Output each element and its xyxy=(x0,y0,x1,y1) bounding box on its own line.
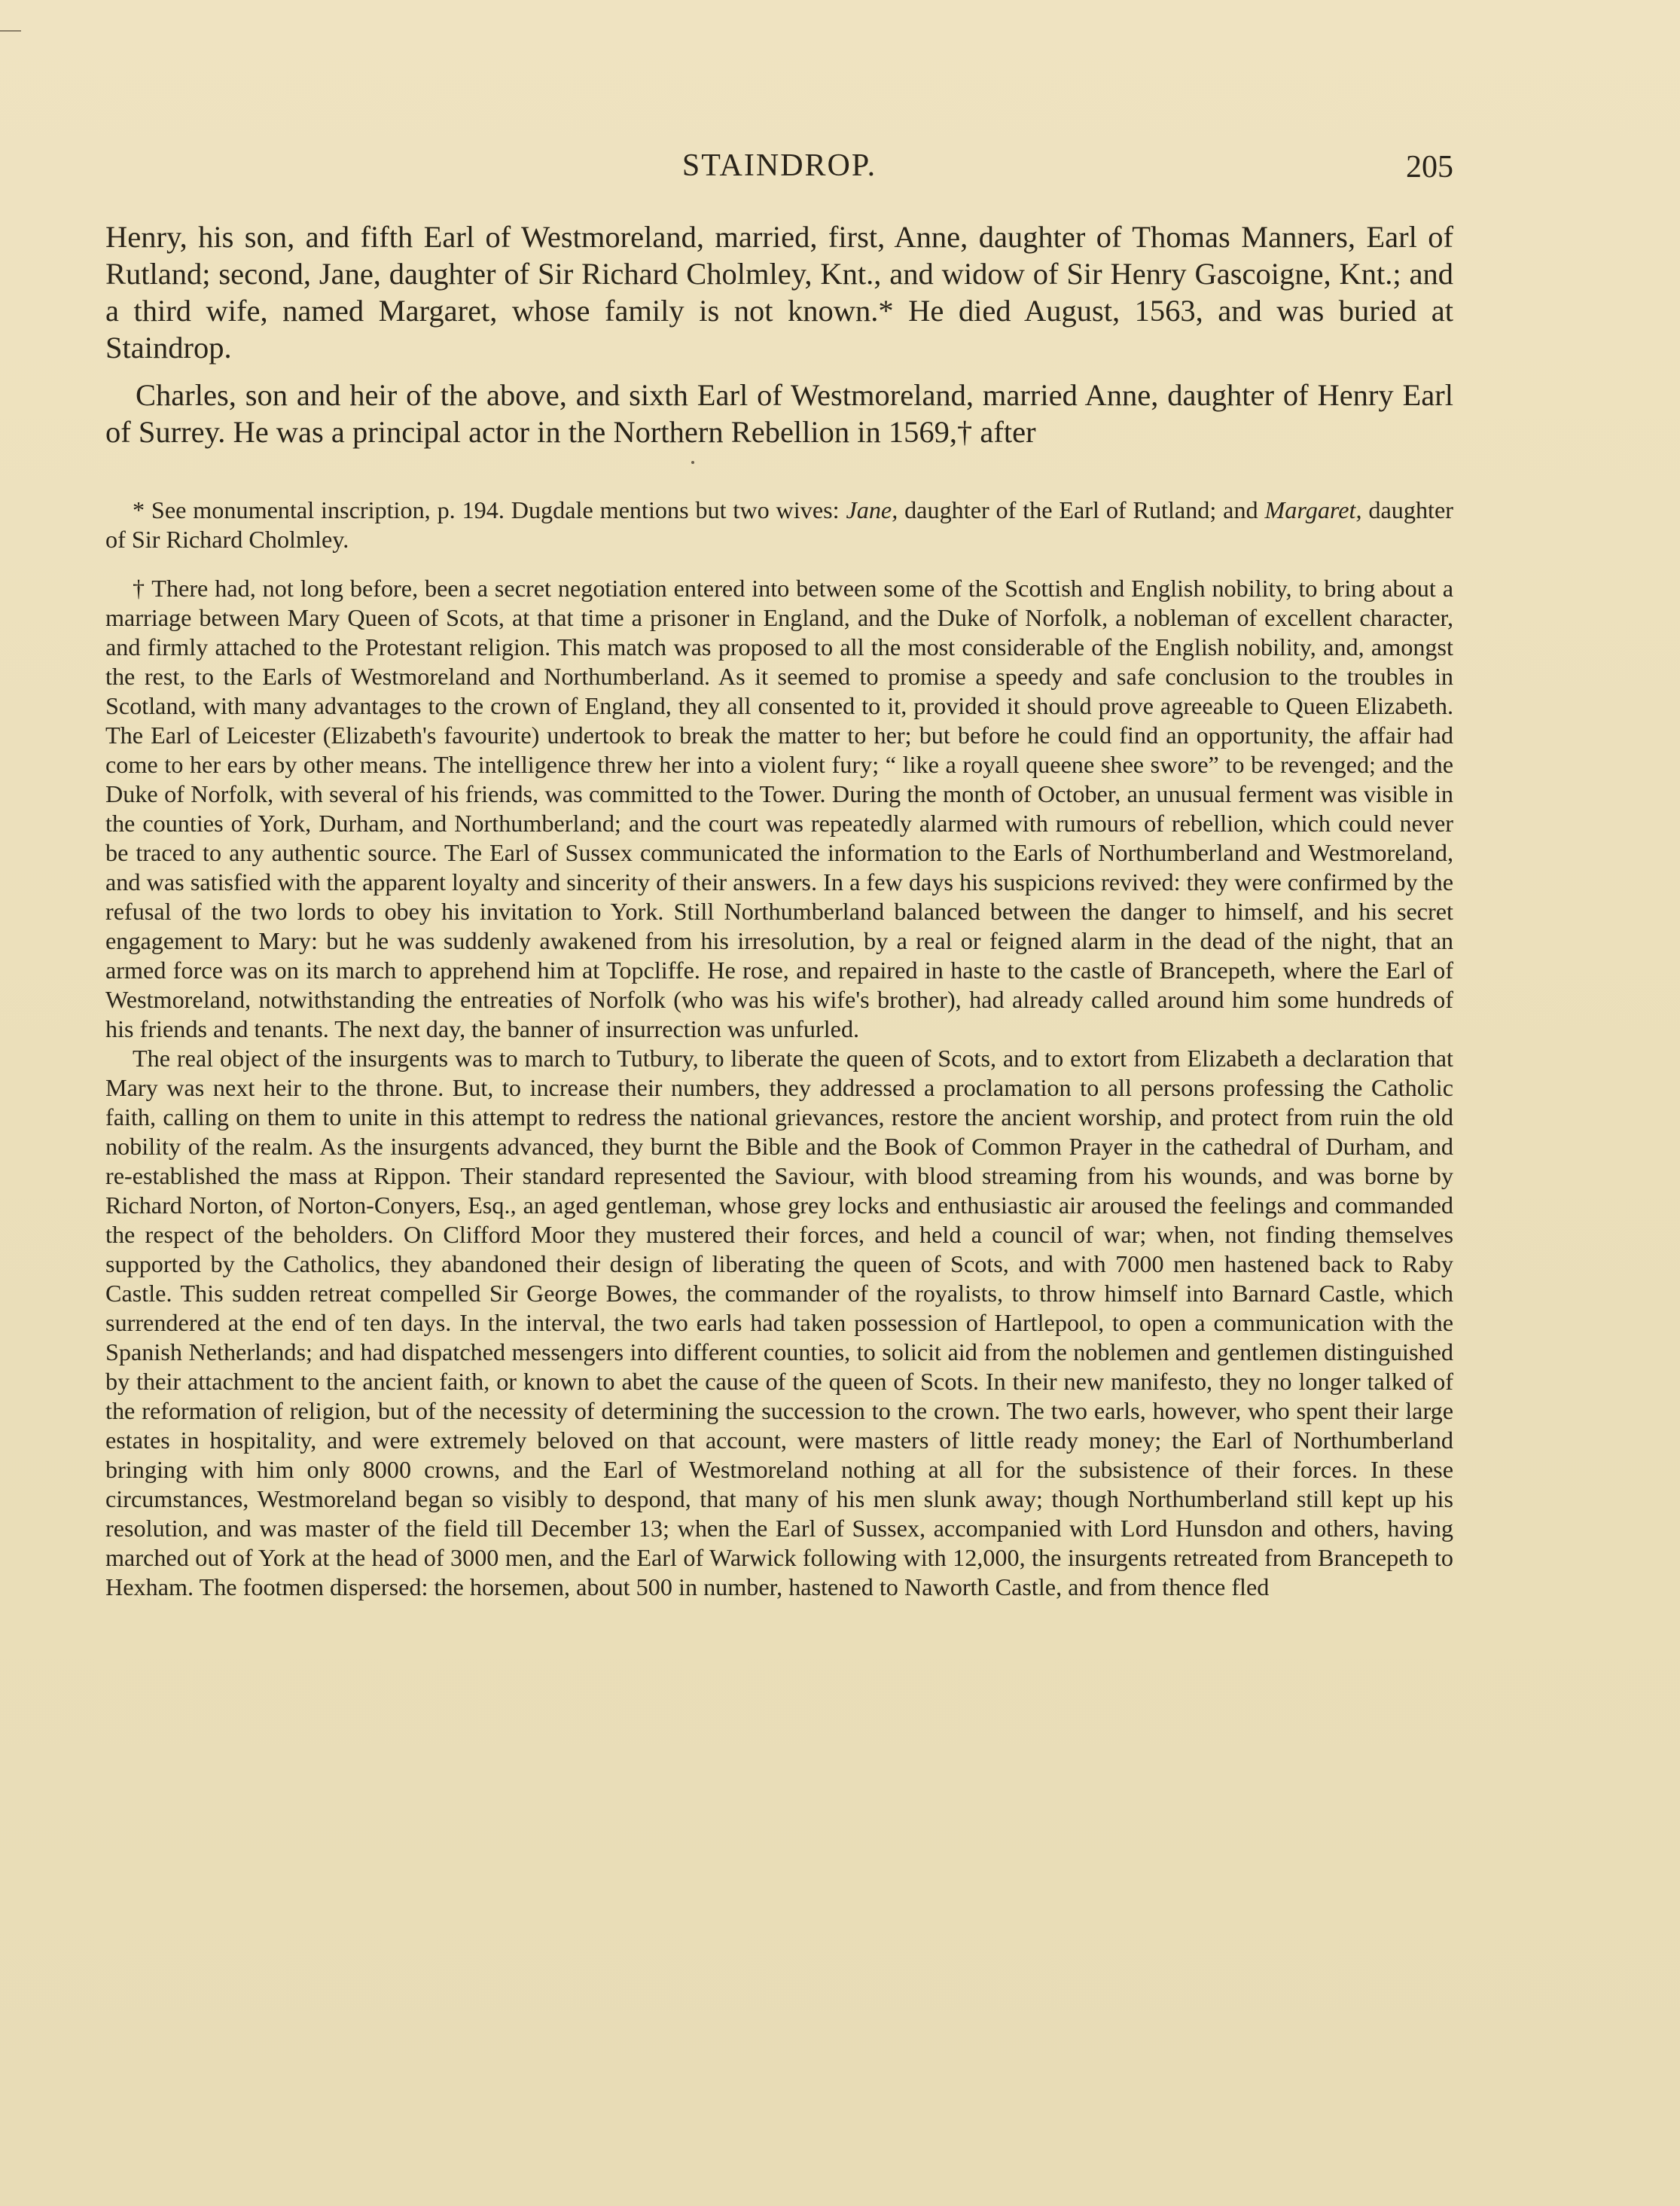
main-paragraph: Charles, son and heir of the above, and sixth Earl of Westmoreland, married Anne, daughter of Henry Earl of Surrey. He was a principal actor in the Northern Rebellion in 1569,† after xyxy=(105,378,1453,449)
footnote-name: Jane, xyxy=(846,496,898,523)
footnote-text: daughter of Sir Richard Cholmley. xyxy=(105,496,1453,553)
footnote-2-continued: The real object of the insurgents was to march to Tutbury, to liberate the queen of Scots, and to extort from Elizabeth a declaration that Mary was next heir to the throne. But, to increase their numbers, they addressed a proclamation to all persons professing the Catholic faith, calling on them to unite in this attempt to redress the national grievances, restore the ancient worship, and protect from ruin the old nobility of the realm. As the insurgents advanced, they burnt the Bible and the Book of Common Prayer in the cathedral of Durham, and re-established the mass at Rippon. Their standard represented the Saviour, with blood streaming from his wounds, and was borne by Richard Norton, of Norton-Conyers, Esq., an aged gentleman, whose grey locks and enthusiastic air aroused the feelings and commanded the respect of the beholders. On Clifford Moor they mustered their forces, and held a council of war; when, not finding themselves supported by the Catholics, they abandoned their design of liberating the queen of Scots, and with 7000 men hastened back to Raby Castle. This sudden retreat compelled Sir George Bowes, the commander of the royalists, to throw himself into Barnard Castle, which surrendered at the end of ten days. In the interval, the two earls had taken possession of Hartlepool, to open a communication with the Spanish Netherlands; and had dispatched messengers into different counties, to solicit aid from the noblemen and gentlemen distinguished by their attachment to the ancient faith, or known to abet the cause of the queen of Scots. In their new manifesto, they no longer talked of the reformation of religion, but of the necessity of determining the succession to the crown. The two earls, however, who spent their large estates in hospitality, and were extremely beloved on that account, were masters of little ready money; the Earl of Northumberland bringing with him only 8000 crowns, and the Earl of Westmoreland nothing at all for the subsistence of their forces. In these circumstances, Westmoreland began so visibly to despond, that many of his men slunk away; though Northumberland still kept up his resolution, and was master of the field till December 13; when the Earl of Sussex, accompanied with Lord Hunsdon and others, having marched out of York at the head of 3000 men, and the Earl of Warwick following with 12,000, the insurgents retreated from Brancepeth to Hexham. The footmen dispersed: the horsemen, about 500 in number, hastened to Naworth Castle, and from thence fled xyxy=(105,1045,1453,1600)
page-edge-mark xyxy=(0,30,21,32)
main-text xyxy=(105,218,1453,461)
footnotes xyxy=(105,496,1453,1602)
main-paragraph: Henry, his son, and fifth Earl of Westmoreland, married, first, Anne, daughter of Thomas Manners, Earl of Rutland; second, Jane, daughter of Sir Richard Cholmley, Knt., and widow of Sir Henry Gascoigne, Knt.; and a third wife, named Margaret, whose family is not known.* He died August, 1563, and was buried at Staindrop. xyxy=(105,220,1453,365)
footnote-text: daughter of the Earl of Rutland; and xyxy=(898,496,1265,523)
footnote-1 xyxy=(105,496,1453,554)
page-number: 205 xyxy=(1406,150,1453,185)
footnote-2: † There had, not long before, been a secret negotiation entered into between some of the Scottish and English nobility, to bring about a marriage between Mary Queen of Scots, at that time a prisoner in England, and the Duke of Norfolk, a nobleman of excellent character, and firmly attached to the Protestant religion. This match was proposed to all the most considerable of the English nobility, and, amongst the rest, to the Earls of Westmoreland and Northumberland. As it seemed to promise a speedy and safe conclusion to the troubles in Scotland, with many advantages to the crown of England, they all consented to it, provided it should prove agreeable to Queen Elizabeth. The Earl of Leicester (Elizabeth's favourite) undertook to break the matter to her; but before he could find an opportunity, the affair had come to her ears by other means. The intelligence threw her into a violent fury; “ like a royall queene shee swore” to be revenged; and the Duke of Norfolk, with several of his friends, was committed to the Tower. During the month of October, an unusual ferment was visible in the counties of York, Durham, and Northumberland; and the court was repeatedly alarmed with rumours of rebellion, which could never be traced to any authentic source. The Earl of Sussex communicated the information to the Earls of Northumberland and Westmoreland, and was satisfied with the apparent loyalty and sincerity of their answers. In a few days his suspicions revived: they were confirmed by the refusal of the two lords to obey his invitation to York. Still Northumberland balanced between the danger to himself, and his secret engagement to Mary: but he was suddenly awakened from his irresolution, by a real or feigned alarm in the dead of the night, that an armed force was on its march to apprehend him at Topcliffe. He rose, and repaired in haste to the castle of Brancepeth, where the Earl of Westmoreland, notwithstanding the entreaties of Norfolk (who was his wife's brother), had already called around him some hundreds of his friends and tenants. The next day, the banner of insurrection was unfurled. xyxy=(105,575,1453,1042)
separator-dot xyxy=(691,461,694,464)
footnote-name: Margaret, xyxy=(1264,496,1362,523)
footnote-text: * See monumental inscription, p. 194. Dugdale mentions but two wives: xyxy=(133,496,846,523)
page-header xyxy=(105,148,1453,193)
running-title: STAINDROP. xyxy=(681,148,877,183)
